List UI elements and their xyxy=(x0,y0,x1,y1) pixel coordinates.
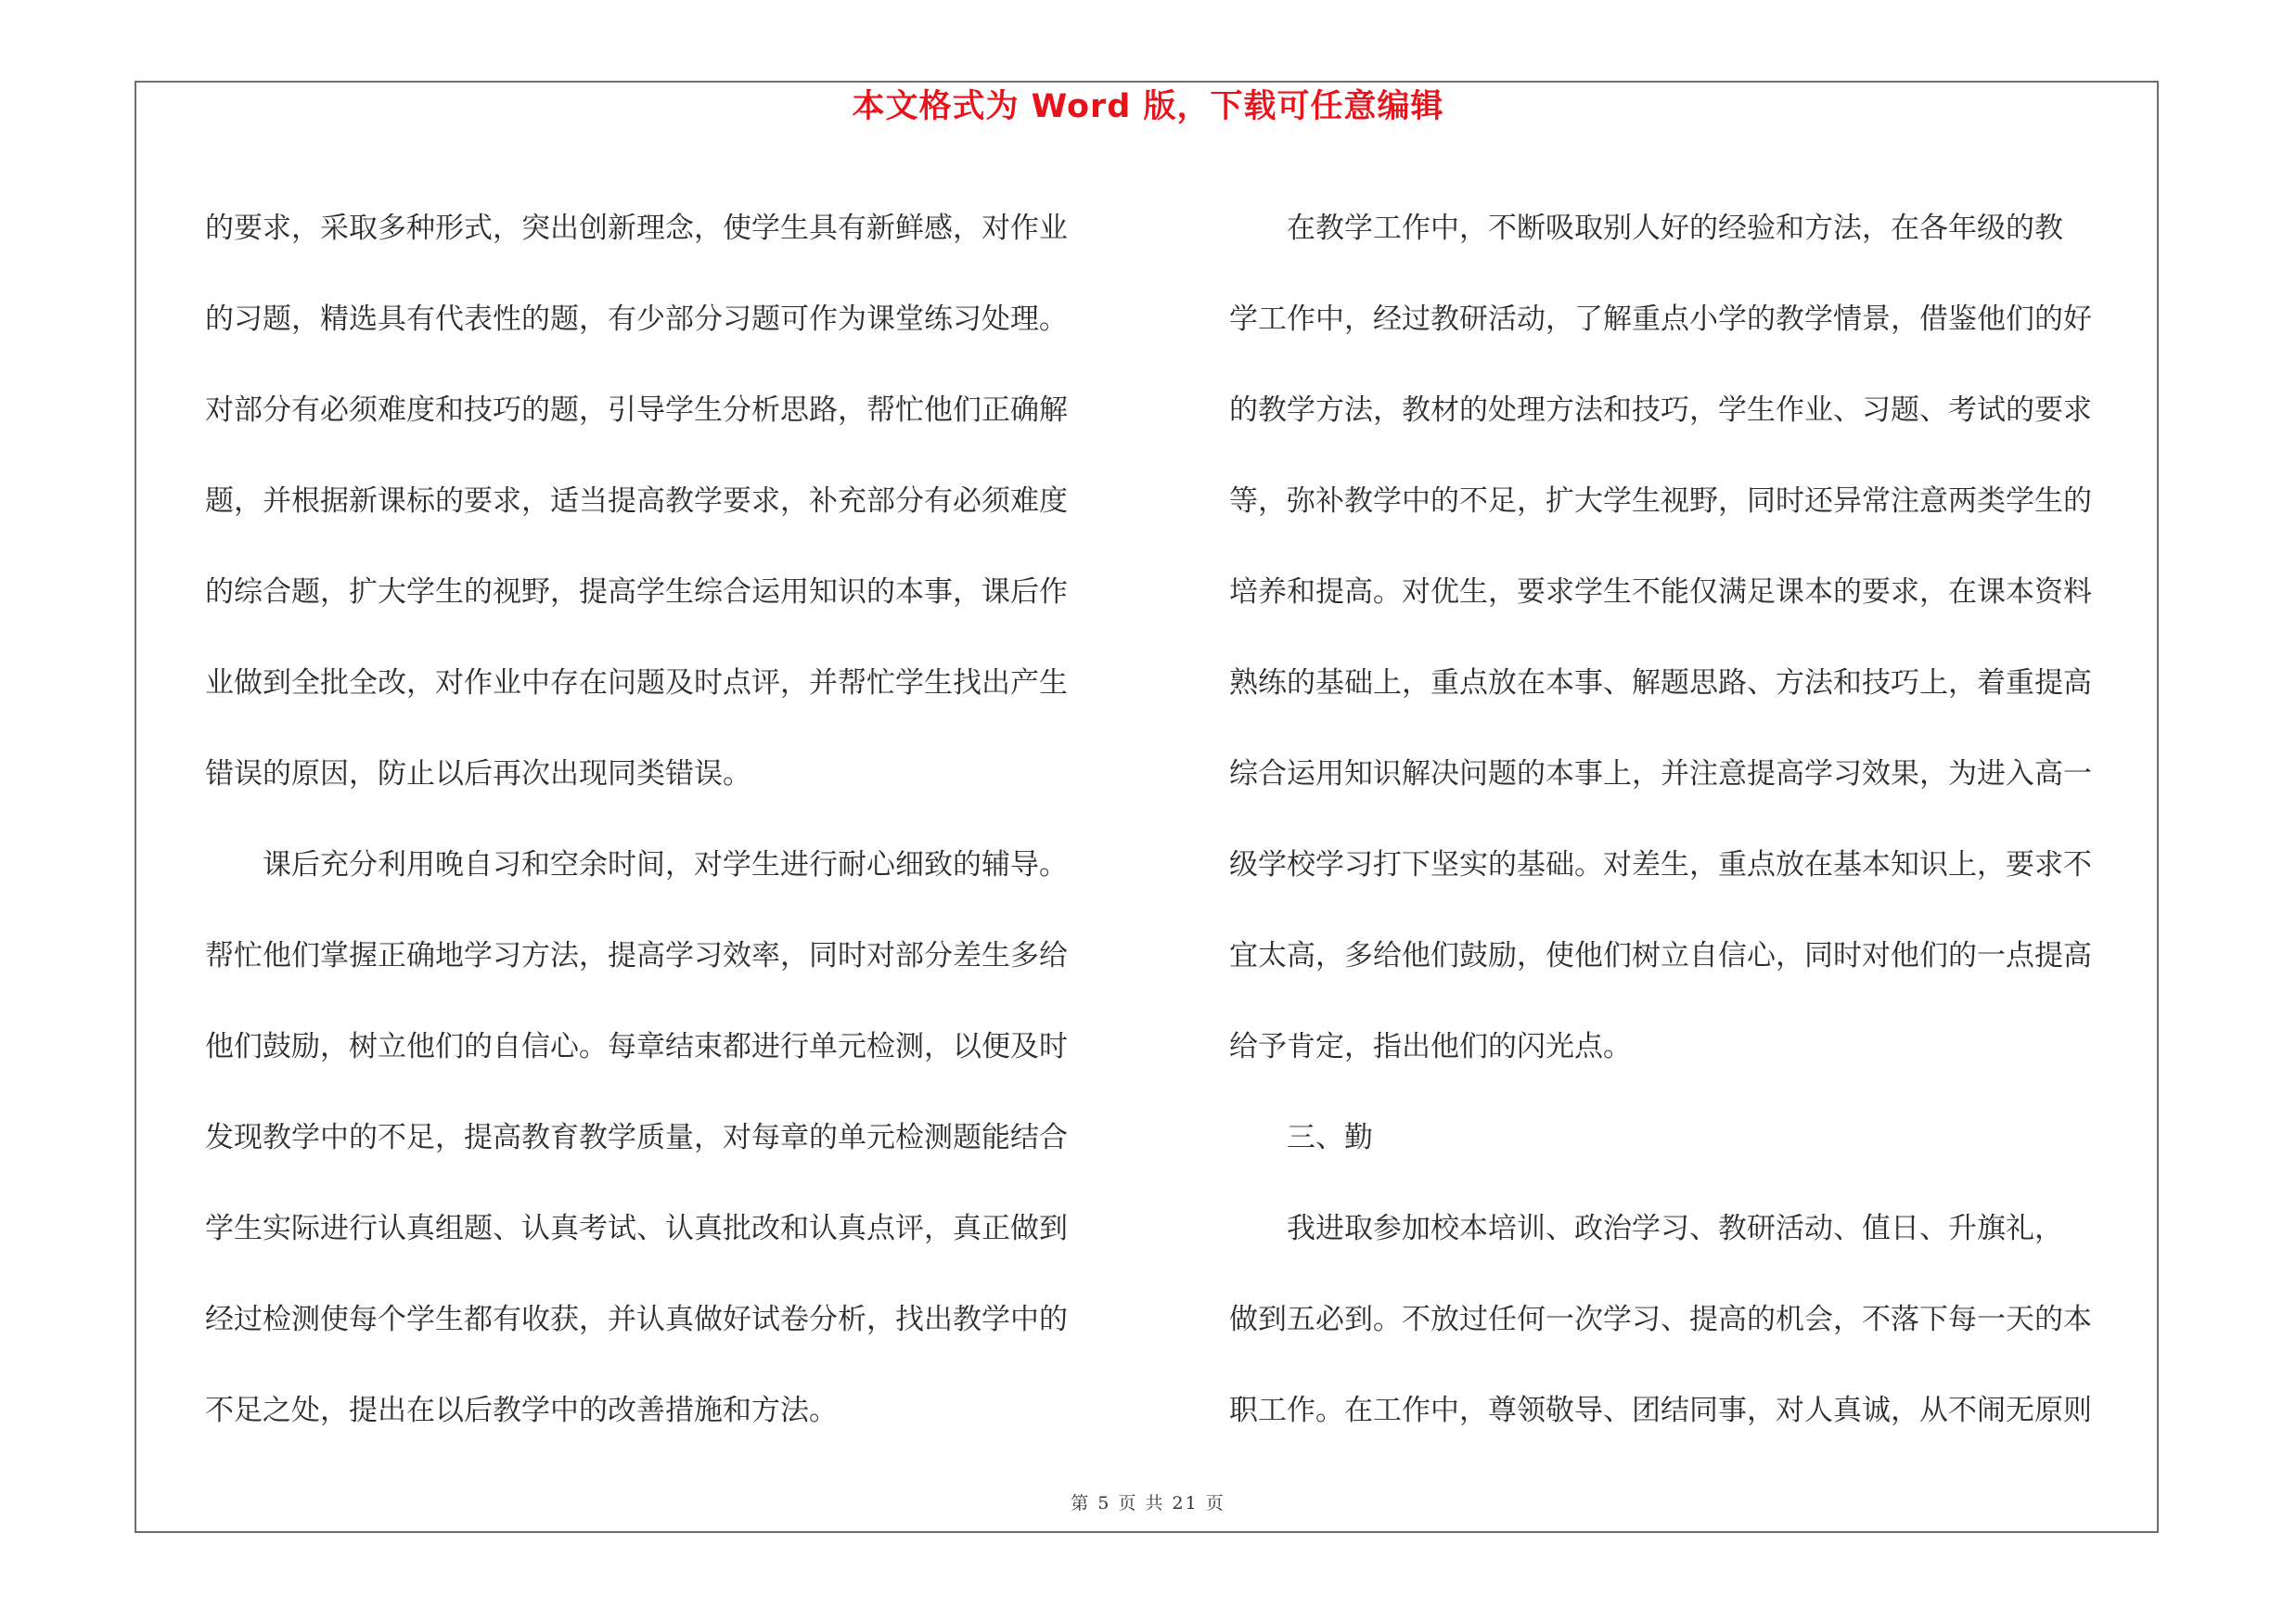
text-line: 学工作中，经过教研活动，了解重点小学的教学情景，借鉴他们的好 xyxy=(1229,303,2092,336)
page-number-footer: 第 5 页 共 21 页 xyxy=(1071,1493,1225,1514)
text-line: 给予肯定，指出他们的闪光点。 xyxy=(1229,1030,1632,1063)
text-line: 在教学工作中，不断吸取别人好的经验和方法，在各年级的教 xyxy=(1229,212,2063,245)
text-line: 等，弥补教学中的不足，扩大学生视野，同时还异常注意两类学生的 xyxy=(1229,484,2092,518)
text-line: 我进取参加校本培训、政治学习、教研活动、值日、升旗礼， xyxy=(1229,1212,2063,1245)
text-line: 的综合题，扩大学生的视野，提高学生综合运用知识的本事，课后作 xyxy=(205,575,1068,609)
text-line: 课后充分利用晚自习和空余时间，对学生进行耐心细致的辅导。 xyxy=(205,848,1068,882)
text-line: 业做到全批全改，对作业中存在问题及时点评，并帮忙学生找出产生 xyxy=(205,666,1068,700)
text-line: 的习题，精选具有代表性的题，有少部分习题可作为课堂练习处理。 xyxy=(205,303,1068,336)
text-line: 帮忙他们掌握正确地学习方法，提高学习效率，同时对部分差生多给 xyxy=(205,939,1068,973)
text-line: 熟练的基础上，重点放在本事、解题思路、方法和技巧上，着重提高 xyxy=(1229,666,2092,700)
text-line: 做到五必到。不放过任何一次学习、提高的机会，不落下每一天的本 xyxy=(1229,1303,2092,1336)
text-line: 培养和提高。对优生，要求学生不能仅满足课本的要求，在课本资料 xyxy=(1229,575,2092,609)
document-banner: 本文格式为 Word 版，下载可任意编辑 xyxy=(852,88,1444,125)
text-line: 他们鼓励，树立他们的自信心。每章结束都进行单元检测，以便及时 xyxy=(205,1030,1068,1063)
section-heading: 三、勤 xyxy=(1229,1121,1373,1154)
text-line: 对部分有必须难度和技巧的题，引导学生分析思路，帮忙他们正确解 xyxy=(205,393,1068,427)
text-line: 综合运用知识解决问题的本事上，并注意提高学习效果，为进入高一 xyxy=(1229,757,2092,791)
text-line: 发现教学中的不足，提高教育教学质量，对每章的单元检测题能结合 xyxy=(205,1121,1068,1154)
text-line: 题，并根据新课标的要求，适当提高教学要求，补充部分有必须难度 xyxy=(205,484,1068,518)
left-text-column xyxy=(205,183,1123,1456)
text-line: 学生实际进行认真组题、认真考试、认真批改和认真点评，真正做到 xyxy=(205,1212,1068,1245)
text-line: 经过检测使每个学生都有收获，并认真做好试卷分析，找出教学中的 xyxy=(205,1303,1068,1336)
text-line: 职工作。在工作中，尊领敬导、团结同事，对人真诚，从不闹无原则 xyxy=(1229,1394,2092,1427)
text-line: 的要求，采取多种形式，突出创新理念，使学生具有新鲜感，对作业 xyxy=(205,212,1068,245)
text-line: 的教学方法，教材的处理方法和技巧，学生作业、习题、考试的要求 xyxy=(1229,393,2092,427)
right-text-column xyxy=(1229,183,2149,1456)
text-line: 宜太高，多给他们鼓励，使他们树立自信心，同时对他们的一点提高 xyxy=(1229,939,2092,973)
text-line: 不足之处，提出在以后教学中的改善措施和方法。 xyxy=(205,1394,838,1427)
text-line: 错误的原因，防止以后再次出现同类错误。 xyxy=(205,757,751,791)
text-line: 级学校学习打下坚实的基础。对差生，重点放在基本知识上，要求不 xyxy=(1229,848,2092,882)
